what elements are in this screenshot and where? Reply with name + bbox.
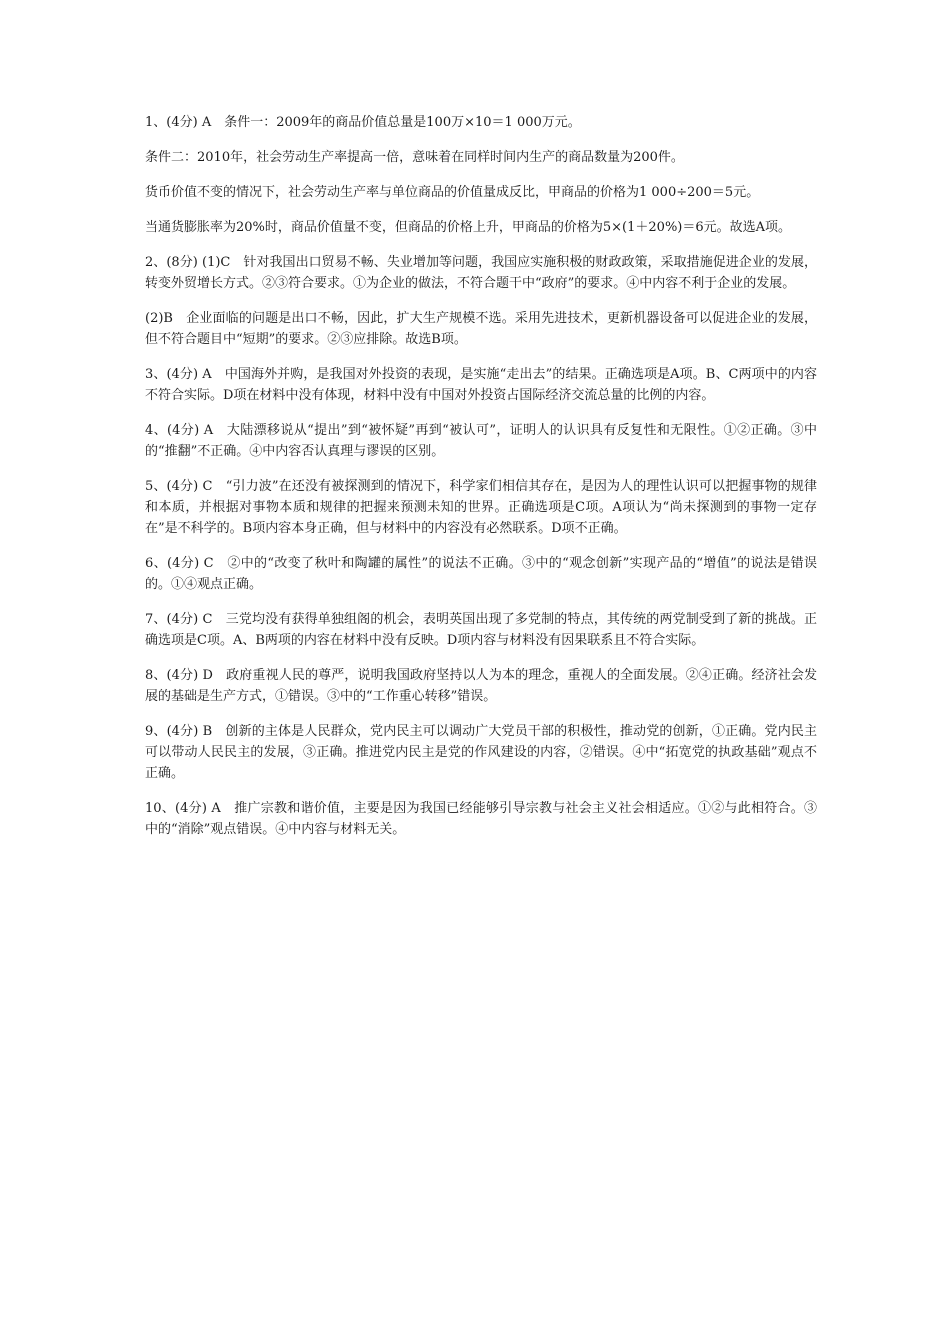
answer-document <box>145 112 817 854</box>
paragraph-6: 6、(4分) C ②中的“改变了秋叶和陶罐的属性”的说法不正确。③中的“观念创新”实现产品的“增值”的说法是错误的。①④观点正确。 <box>145 556 817 592</box>
paragraph-2-part-1: 2、(8分) (1)C 针对我国出口贸易不畅、失业增加等问题，我国应实施积极的财政政策，采取措施促进企业的发展，转变外贸增长方式。②③符合要求。①为企业的做法，不符合题干中“政府”的要求。④中内容不利于企业的发展。 <box>145 255 817 291</box>
paragraph-4: 4、(4分) A 大陆漂移说从“提出”到“被怀疑”再到“被认可”，证明人的认识具有反复性和无限性。①②正确。③中的“推翻”不正确。④中内容否认真理与谬误的区别。 <box>145 423 817 459</box>
paragraph-8: 8、(4分) D 政府重视人民的尊严，说明我国政府坚持以人为本的理念，重视人的全面发展。②④正确。经济社会发展的基础是生产方式，①错误。③中的“工作重心转移”错误。 <box>145 668 817 704</box>
paragraph-9: 9、(4分) B 创新的主体是人民群众，党内民主可以调动广大党员干部的积极性，推动党的创新，①正确。党内民主可以带动人民民主的发展，③正确。推进党内民主是党的作风建设的内容，②错误。④中“拓宽党的执政基础”观点不正确。 <box>145 724 817 781</box>
paragraph-3: 3、(4分) A 中国海外并购，是我国对外投资的表现，是实施“走出去”的结果。正确选项是A项。B、C两项中的内容不符合实际。D项在材料中没有体现，材料中没有中国对外投资占国际经济交流总量的比例的内容。 <box>145 367 817 403</box>
paragraph-10: 10、(4分) A 推广宗教和谐价值，主要是因为我国已经能够引导宗教与社会主义社会相适应。①②与此相符合。③中的“消除”观点错误。④中内容与材料无关。 <box>145 801 817 837</box>
paragraph-1-price-calculation: 货币价值不变的情况下，社会劳动生产率与单位商品的价值量成反比，甲商品的价格为1 000÷200＝5元。 <box>145 185 760 200</box>
paragraph-7: 7、(4分) C 三党均没有获得单独组阁的机会，表明英国出现了多党制的特点，其传统的两党制受到了新的挑战。正确选项是C项。A、B两项的内容在材料中没有反映。D项内容与材料没有因果联系且不符合实际。 <box>145 612 817 648</box>
paragraph-1-inflation: 当通货膨胀率为20%时，商品价值量不变，但商品的价格上升，甲商品的价格为5×(1＋20%)＝6元。故选A项。 <box>145 220 792 235</box>
paragraph-1-condition-two: 条件二：2010年，社会劳动生产率提高一倍，意味着在同样时间内生产的商品数量为200件。 <box>145 150 684 165</box>
paragraph-5: 5、(4分) C “引力波”在还没有被探测到的情况下，科学家们相信其存在，是因为人的理性认识可以把握事物的规律和本质，并根据对事物本质和规律的把握来预测未知的世界。正确选项是C项。A项认为“尚未探测到的事物一定存在”是不科学的。B项内容本身正确，但与材料中的内容没有必然联系。D项不正确。 <box>145 479 817 536</box>
paragraph-1-condition-one: 1、(4分) A 条件一：2009年的商品价值总量是100万×10＝1 000万元。 <box>145 115 581 130</box>
paragraph-2-part-2: (2)B 企业面临的问题是出口不畅，因此，扩大生产规模不选。采用先进技术，更新机器设备可以促进企业的发展，但不符合题目中“短期”的要求。②③应排除。故选B项。 <box>145 311 817 347</box>
